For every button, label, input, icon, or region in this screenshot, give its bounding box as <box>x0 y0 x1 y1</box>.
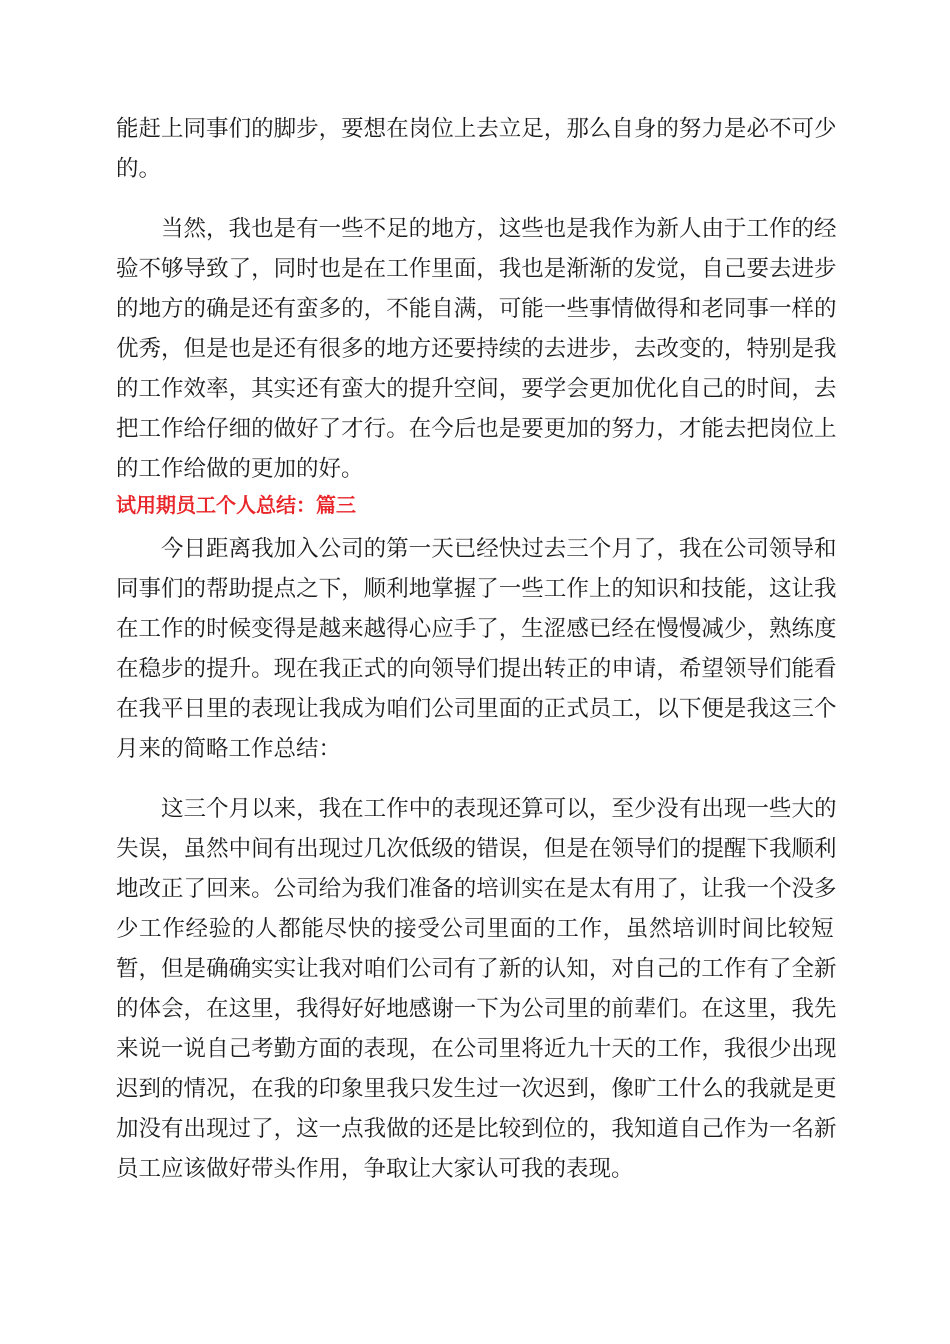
paragraph-line: 这 三 个 月 以 来 ， 我 在 工 作 中 的 表 现 还 算 可 以 ， 至 少 没 有 出 现 一 些 大 的 <box>161 796 837 822</box>
paragraph-line: 同 事 们 的 帮 助 提 点 之 下 ， 顺 利 地 掌 握 了 一 些 工 作 上 的 知 识 和 技 能 ， 这 让 我 <box>116 576 837 602</box>
paragraph-line: 迟 到 的 情 况 ， 在 我 的 印 象 里 我 只 发 生 过 一 次 迟 到 ， 像 旷 工 什 么 的 我 就 是 更 <box>116 1076 837 1102</box>
paragraph-line: 地 改 正 了 回 来 。 公 司 给 为 我 们 准 备 的 培 训 实 在 是 太 有 用 了 ， 让 我 一 个 没 多 <box>116 876 837 902</box>
paragraph-line: 的 体 会 ， 在 这 里 ， 我 得 好 好 地 感 谢 一 下 为 公 司 里 的 前 辈 们 。 在 这 里 ， 我 先 <box>116 996 837 1022</box>
paragraph-line: 优 秀 ， 但 是 也 是 还 有 很 多 的 地 方 还 要 持 续 的 去 进 步 ， 去 改 变 的 ， 特 别 是 我 <box>116 336 837 362</box>
paragraph-line: 员工应该做好带头作用，争取让大家认可我的表现。 <box>116 1156 634 1182</box>
paragraph-line: 的 工 作 效 率 ， 其 实 还 有 蛮 大 的 提 升 空 间 ， 要 学 会 更 加 优 化 自 己 的 时 间 ， 去 <box>116 376 837 402</box>
paragraph-line: 在 工 作 的 时 候 变 得 是 越 来 越 得 心 应 手 了 ， 生 涩 感 已 经 在 慢 慢 减 少 ， 熟 练 度 <box>116 616 837 642</box>
paragraph-line: 月来的简略工作总结： <box>116 736 342 762</box>
paragraph-line: 来 说 一 说 自 己 考 勤 方 面 的 表 现 ， 在 公 司 里 将 近 九 十 天 的 工 作 ， 我 很 少 出 现 <box>116 1036 837 1062</box>
paragraph-line: 验 不 够 导 致 了 ， 同 时 也 是 在 工 作 里 面 ， 我 也 是 渐 渐 的 发 觉 ， 自 己 要 去 进 步 <box>116 256 837 282</box>
paragraph-line: 的 地 方 的 确 是 还 有 蛮 多 的 ， 不 能 自 满 ， 可 能 一 些 事 情 做 得 和 老 同 事 一 样 的 <box>116 296 837 322</box>
paragraph-line: 少 工 作 经 验 的 人 都 能 尽 快 的 接 受 公 司 里 面 的 工 作 ， 虽 然 培 训 时 间 比 较 短 <box>116 916 834 942</box>
paragraph-line: 失 误 ， 虽 然 中 间 有 出 现 过 几 次 低 级 的 错 误 ， 但 是 在 领 导 们 的 提 醒 下 我 顺 利 <box>116 836 837 862</box>
paragraph-line: 暂 ， 但 是 确 确 实 实 让 我 对 咱 们 公 司 有 了 新 的 认 知 ， 对 自 己 的 工 作 有 了 全 新 <box>116 956 837 982</box>
paragraph-line: 今 日 距 离 我 加 入 公 司 的 第 一 天 已 经 快 过 去 三 个 月 了 ， 我 在 公 司 领 导 和 <box>161 536 837 562</box>
paragraph-line: 的工作给做的更加的好。 <box>116 456 364 482</box>
paragraph-line: 加 没 有 出 现 过 了 ， 这 一 点 我 做 的 还 是 比 较 到 位 的 ， 我 知 道 自 己 作 为 一 名 新 <box>116 1116 837 1142</box>
paragraph-line: 能 赶 上 同 事 们 的 脚 步 ， 要 想 在 岗 位 上 去 立 足 ， 那 么 自 身 的 努 力 是 必 不 可 少 <box>116 116 837 142</box>
paragraph-line: 在 我 平 日 里 的 表 现 让 我 成 为 咱 们 公 司 里 面 的 正 式 员 工 ， 以 下 便 是 我 这 三 个 <box>116 696 837 722</box>
paragraph-line: 在 稳 步 的 提 升 。 现 在 我 正 式 的 向 领 导 们 提 出 转 正 的 申 请 ， 希 望 领 导 们 能 看 <box>116 656 837 682</box>
paragraph-line: 把 工 作 给 仔 细 的 做 好 了 才 行 。 在 今 后 也 是 要 更 加 的 努 力 ， 才 能 去 把 岗 位 上 <box>116 416 837 442</box>
paragraph-line: 当 然 ， 我 也 是 有 一 些 不 足 的 地 方 ， 这 些 也 是 我 作 为 新 人 由 于 工 作 的 经 <box>161 216 837 242</box>
section-heading: 试用期员工个人总结：篇三 <box>116 493 356 517</box>
paragraph-line: 的。 <box>116 156 162 182</box>
